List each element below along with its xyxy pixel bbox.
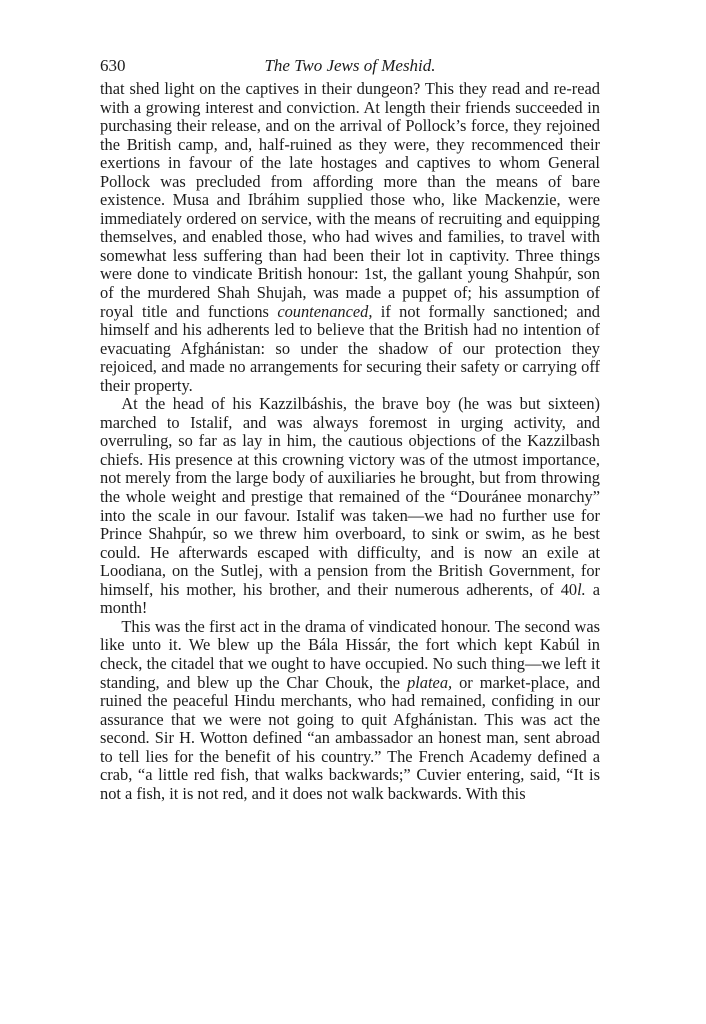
text-run: or market-place, and ruined the peaceful Hindu merchants, who had remained, confiding in our assurance that we were not going to quit Afghánistan. This was act the second. Sir H. Wotton defined “an ambassador an honest man, sent abroad to tell lies for the benefit of his country.” The French Academy defined a crab, “a little red fish, that walks backwards;” Cuvier entering, said, “It is not a fish, it is not red, and it does not walk backwards. With this — [100, 672, 601, 803]
italic-run: countenanced, — [277, 301, 373, 321]
text-run: that shed light on the captives in their dungeon? This they read and re-read with a growing interest and conviction. At length their friends succeeded in purchasing their release, and on the arrival of Pollock’s force, they rejoined the British camp, and, half-ruined as they were, they recommenced their exertions in favour of the late hostages and captives to whom General Pollock was precluded from affording more than the means of bare existence. Musa and Ibráhim supplied those who, like Mackenzie, were immediately ordered on service, with the means of recruiting and equipping themselves, and enabled those, who had wives and families, to travel with somewhat less suffering than had been their lot in captivity. Three things were done to vindicate British honour: 1st, the gallant young Shahpúr, son of the murdered Shah Shujah, was made a puppet of; his assumption of royal title and functions — [100, 79, 600, 321]
italic-run: platea, — [407, 672, 453, 692]
paragraph-3 — [100, 618, 600, 803]
book-page — [100, 50, 600, 803]
italic-run: l. — [577, 579, 586, 599]
paragraph-2 — [100, 395, 600, 618]
running-title: The Two Jews of Meshid. — [264, 56, 436, 75]
page-number: 630 — [100, 56, 126, 75]
paragraph-1 — [100, 80, 600, 395]
text-run: At the head of his Kazzilbáshis, the brave boy (he was but sixteen) marched to Istalif, and was always foremost in urging activity, and overruling, so far as lay in him, the cautious objections of the Kazzilbash chiefs. His presence at this crowning victory was of the utmost importance, not merely from the large body of auxiliaries he brought, but from throwing the whole weight and prestige that remained of the “Douránee monarchy” into the scale in our favour. Istalif was taken—we had no further use for Prince Shahpúr, so we threw him overboard, to sink or swim, as he best could. He afterwards escaped with difficulty, and is now an exile at Loodiana, on the Sutlej, with a pension from the British Government, for himself, his mother, his brother, and their numerous adherents, of 40 — [100, 394, 600, 599]
text-run: This was the first act in the drama of vindicated honour. The second was like unto it. We blew up the Bála Hissár, the fort which kept Kabúl in check, the citadel that we ought to have occupied. No such thing—we left it standing, and blew up the Char Chouk, the — [100, 616, 600, 692]
body-text — [100, 80, 600, 803]
text-run: if not formally sanctioned; and himself and his adherents led to believe that the British had no intention of evacuating Afghánistan: so under the shadow of our protection they rejoiced, and made no arrangements for securing their safety or carrying off their property. — [100, 301, 600, 395]
page-header — [100, 50, 600, 80]
text-run: a month! — [100, 579, 601, 618]
